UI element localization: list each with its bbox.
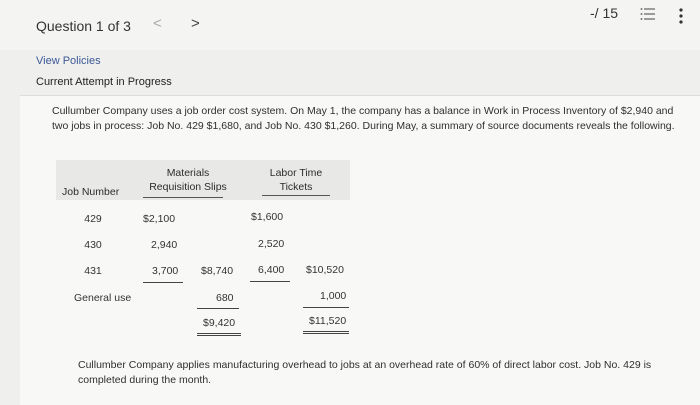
- labor-431: 6,400: [258, 264, 285, 276]
- list-icon[interactable]: [640, 7, 656, 21]
- previous-question-button[interactable]: <: [153, 15, 162, 32]
- problem-footer: Cullumber Company applies manufacturing overhead to jobs at an overhead rate of 60% of direct labor cost. Job No. 429 is completed during the month.: [78, 359, 652, 386]
- row-job-430: 430: [84, 239, 102, 251]
- header-labor-line2: Tickets: [279, 181, 313, 193]
- attempt-status: Current Attempt in Progress: [36, 76, 172, 88]
- labor-429: $1,600: [251, 211, 284, 223]
- header-labor-line1: Labor Time: [269, 167, 323, 179]
- view-policies-link[interactable]: View Policies: [36, 55, 101, 67]
- labor-430: 2,520: [258, 238, 285, 250]
- question-label: Question 1 of 3: [36, 18, 131, 34]
- materials-total: $9,420: [203, 317, 236, 329]
- materials-subtotal-rule: [143, 282, 183, 283]
- header-materials-line2: Requisition Slips: [149, 181, 227, 193]
- materials-general-use: 680: [216, 292, 234, 304]
- row-job-429: 429: [84, 213, 102, 225]
- header-job-number: Job Number: [62, 186, 120, 198]
- materials-430: 2,940: [151, 239, 178, 251]
- materials-431: 3,700: [152, 265, 179, 277]
- header-labor-underline: [262, 195, 330, 196]
- materials-total-double-rule: [197, 333, 241, 336]
- next-question-button[interactable]: >: [191, 15, 200, 32]
- labor-general-use: 1,000: [320, 290, 347, 302]
- labor-general-rule: [303, 307, 349, 308]
- labor-subtotal: $10,520: [306, 264, 344, 276]
- score-display: -/ 15: [590, 5, 619, 21]
- labor-total-double-rule: [303, 331, 349, 334]
- header-labor: [260, 166, 332, 194]
- materials-general-rule: [197, 308, 239, 309]
- more-vertical-icon[interactable]: [678, 7, 684, 25]
- labor-total: $11,520: [309, 315, 347, 327]
- materials-429: $2,100: [143, 213, 176, 225]
- row-general-use: General use: [74, 292, 132, 304]
- header-materials-underline: [143, 197, 223, 198]
- labor-subtotal-rule: [250, 281, 290, 282]
- header-materials-line1: Materials: [166, 167, 210, 179]
- problem-intro: Cullumber Company uses a job order cost system. On May 1, the company has a balance in Work in Process Inventory of $2,940 and two jobs in process: Job No. 429 $1,680, and Job No. 430 $1,260. During May, a summary of source documents reveals the following.: [52, 105, 675, 132]
- row-job-431: 431: [84, 265, 102, 277]
- materials-subtotal: $8,740: [201, 265, 234, 277]
- header-materials: [140, 166, 236, 194]
